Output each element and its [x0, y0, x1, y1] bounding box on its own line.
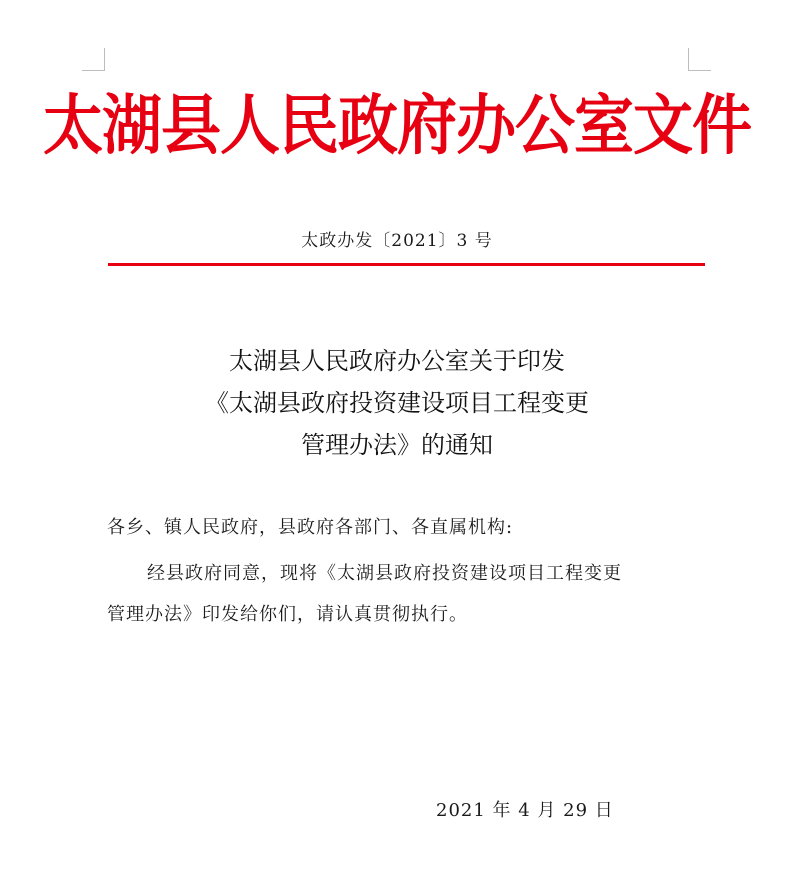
corner-mark-top-left [82, 48, 105, 71]
body-line-1: 经县政府同意，现将《太湖县政府投资建设项目工程变更 [147, 563, 622, 584]
red-divider-line [108, 263, 705, 266]
masthead-title: 太湖县人民政府办公室文件 [43, 88, 751, 164]
notice-title-line-2: 《太湖县政府投资建设项目工程变更 [205, 389, 589, 417]
notice-title-line-1: 太湖县人民政府办公室关于印发 [229, 347, 565, 375]
notice-title [0, 340, 794, 466]
body-line-2: 管理办法》印发给你们，请认真贯彻执行。 [107, 604, 468, 625]
salutation: 各乡、镇人民政府，县政府各部门、各直属机构: [107, 517, 514, 538]
notice-title-line-3: 管理办法》的通知 [301, 431, 493, 459]
issue-date: 2021 年 4 月 29 日 [436, 800, 614, 821]
body-paragraph [107, 553, 697, 635]
document-number: 太政办发〔2021〕3 号 [301, 231, 493, 251]
corner-mark-top-right [688, 48, 711, 71]
